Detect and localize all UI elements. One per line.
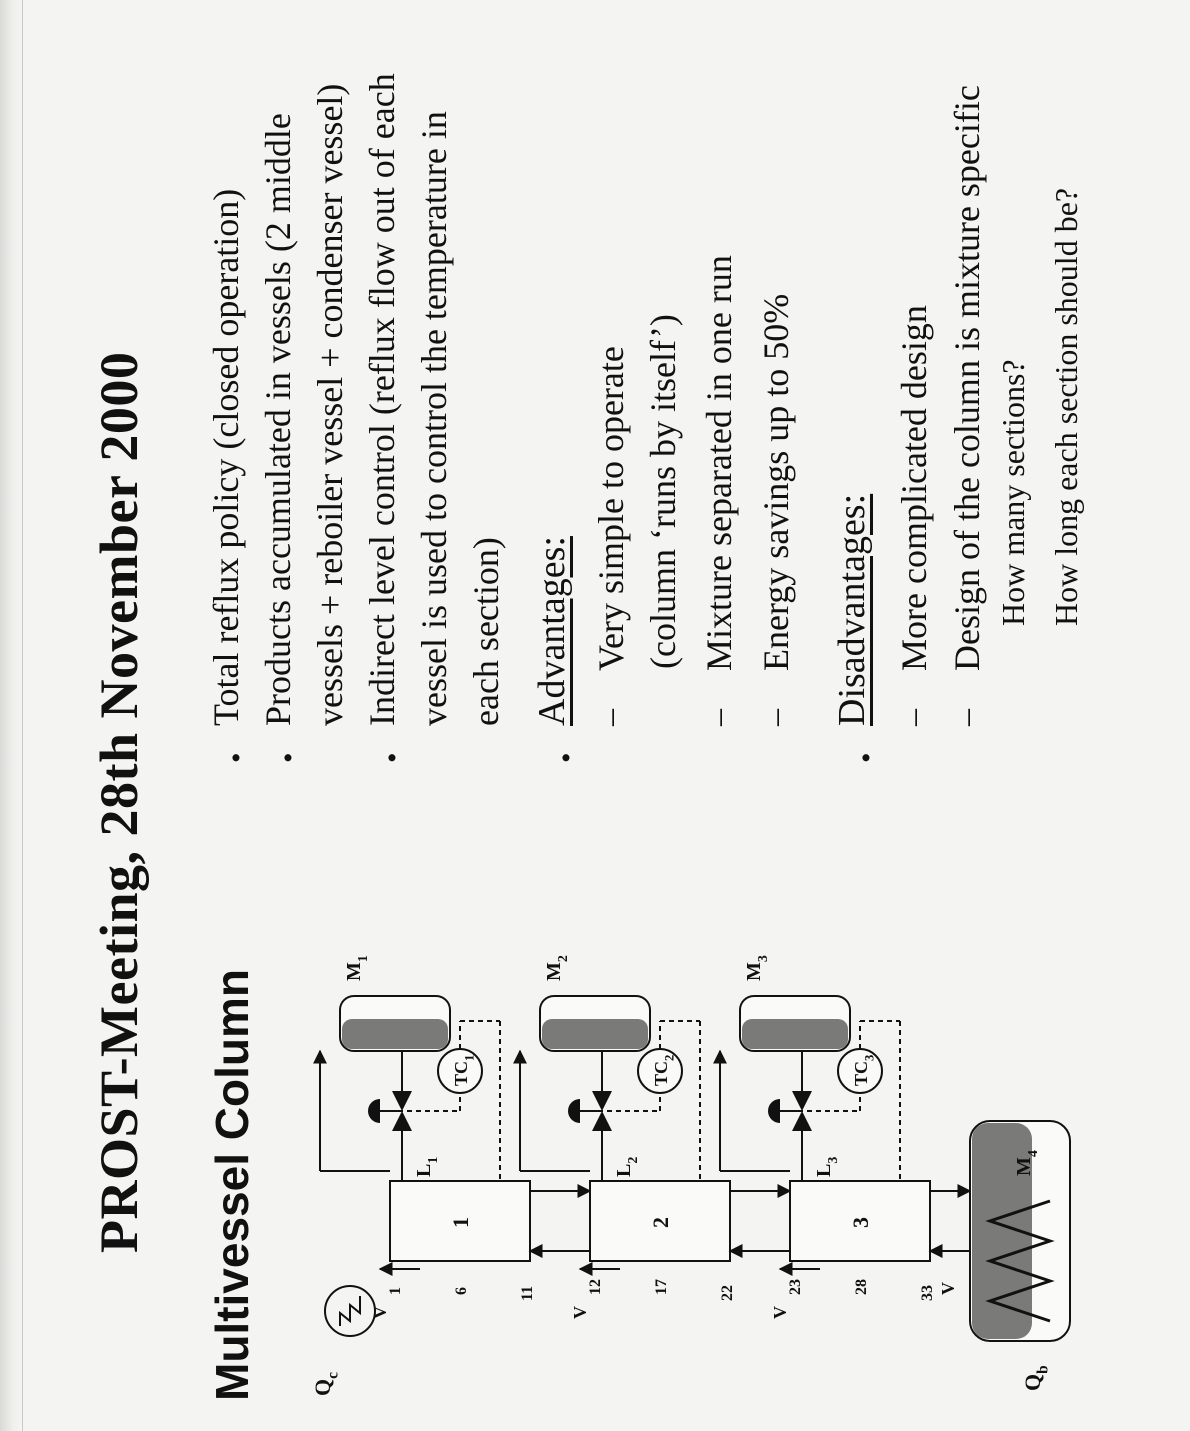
condenser-label: $Q_c$ <box>310 1372 342 1396</box>
vapor-label: V <box>938 1282 958 1295</box>
bullet-dot: • <box>376 752 409 763</box>
bullet-2-line-1: Products accumulated in vessels (2 middle <box>258 113 298 726</box>
reboiler-label: $Q_b$ <box>1020 1365 1052 1391</box>
stage-number: 28 <box>853 1279 870 1295</box>
disadvantage-1: More complicated design <box>894 305 934 671</box>
stage-number: 22 <box>719 1285 736 1301</box>
vessel-label: $M_2$ <box>543 955 571 981</box>
dash: – <box>948 709 985 726</box>
bullet-1-line-1: Total reflux policy (closed operation) <box>206 188 246 726</box>
actuator-icon <box>568 1099 580 1123</box>
advantages-heading: Advantages: <box>531 536 573 726</box>
section-subtitle: Multivessel Column <box>206 969 258 1401</box>
stage-number: 12 <box>587 1279 604 1295</box>
tc-label-subscript: 2 <box>662 1054 677 1061</box>
advantage-2: Mixture separated in one run <box>699 255 739 671</box>
reflux-label: $L_3$ <box>813 1156 841 1177</box>
dash: – <box>757 709 794 726</box>
advantage-1 <box>585 314 689 671</box>
vessel-label: $M_1$ <box>343 955 371 981</box>
bullet-dot: • <box>220 752 253 763</box>
tc-label: $TC_2$ <box>651 1054 677 1086</box>
reboiler-vessel-label: $M_4$ <box>1013 1150 1041 1176</box>
stage-number: 23 <box>787 1279 804 1295</box>
bullet-3-line-3: each section) <box>466 537 506 726</box>
stage-number: 1 <box>387 1287 404 1295</box>
actuator-icon <box>368 1099 380 1123</box>
vapor-label: V <box>770 1306 790 1319</box>
advantage-1-line-1: Very simple to operate <box>591 346 631 671</box>
bullet-2-line-2: vessels + reboiler vessel + condenser vessel) <box>310 83 350 726</box>
valve-icon <box>392 1091 412 1111</box>
bullet-dot: • <box>550 752 583 763</box>
bullet-dot: • <box>272 752 305 763</box>
reboiler-vessel-label-subscript: 4 <box>1026 1150 1041 1158</box>
dash: – <box>592 709 629 726</box>
valve-icon <box>592 1111 612 1131</box>
bullet-2 <box>252 84 356 726</box>
advantage-3: Energy savings up to 50% <box>756 293 796 671</box>
page-title: PROST-Meeting, 28th November 2000 <box>89 351 149 1253</box>
tc-label-subscript: 1 <box>462 1054 477 1061</box>
multivessel-column-diagram <box>300 841 1190 1401</box>
valve-icon <box>592 1091 612 1111</box>
stage-number: 6 <box>453 1287 470 1295</box>
bullet-3-line-1: Indirect level control (reflux flow out of each <box>362 73 402 726</box>
vessel-liquid <box>342 1019 448 1049</box>
reflux-label-subscript: 2 <box>626 1156 641 1164</box>
valve-icon <box>392 1111 412 1131</box>
tc-label: $TC_3$ <box>851 1054 877 1086</box>
dash: – <box>895 709 932 726</box>
bullet-1 <box>200 189 252 726</box>
stage-number: 11 <box>519 1285 536 1301</box>
vapor-label: V <box>370 1306 390 1319</box>
disadvantage-2: Design of the column is mixture specific <box>947 85 987 671</box>
dash: – <box>700 709 737 726</box>
vessel-label: $M_3$ <box>743 955 771 981</box>
disadvantages-heading: Disadvantages: <box>831 493 873 726</box>
section-number: 1 <box>448 1217 473 1228</box>
vessel-label-subscript: 2 <box>556 955 571 963</box>
bullet-dot: • <box>850 752 883 763</box>
vessel-label-subscript: 1 <box>356 955 371 963</box>
reflux-label: $L_1$ <box>413 1156 441 1177</box>
reflux-label: $L_2$ <box>613 1156 641 1177</box>
actuator-icon <box>768 1099 780 1123</box>
vessel-liquid <box>542 1019 648 1049</box>
tc-label-subscript: 3 <box>862 1054 877 1061</box>
section-number: 3 <box>848 1217 873 1228</box>
condenser-label-subscript: c <box>324 1372 342 1379</box>
reflux-label-subscript: 1 <box>426 1156 441 1164</box>
advantage-1-line-2: (column ‘runs by itself’) <box>643 314 683 669</box>
bullet-3 <box>356 73 512 726</box>
stage-number: 33 <box>919 1285 936 1301</box>
disadvantage-subitem-2: How long each section should be? <box>1048 187 1084 626</box>
stage-number: 17 <box>653 1279 670 1295</box>
vapor-label: V <box>570 1306 590 1319</box>
valve-icon <box>792 1111 812 1131</box>
reflux-label-subscript: 3 <box>826 1156 841 1164</box>
tc-label: $TC_1$ <box>451 1054 477 1086</box>
vessel-liquid <box>742 1019 848 1049</box>
vessel-label-subscript: 3 <box>756 955 771 963</box>
valve-icon <box>792 1091 812 1111</box>
disadvantage-subitem-1: How many sections? <box>995 359 1031 626</box>
section-number: 2 <box>648 1217 673 1228</box>
condenser-coil-icon <box>340 1296 360 1326</box>
reboiler-label-subscript: b <box>1034 1365 1052 1374</box>
bullet-3-line-2: vessel is used to control the temperature in <box>414 111 454 726</box>
